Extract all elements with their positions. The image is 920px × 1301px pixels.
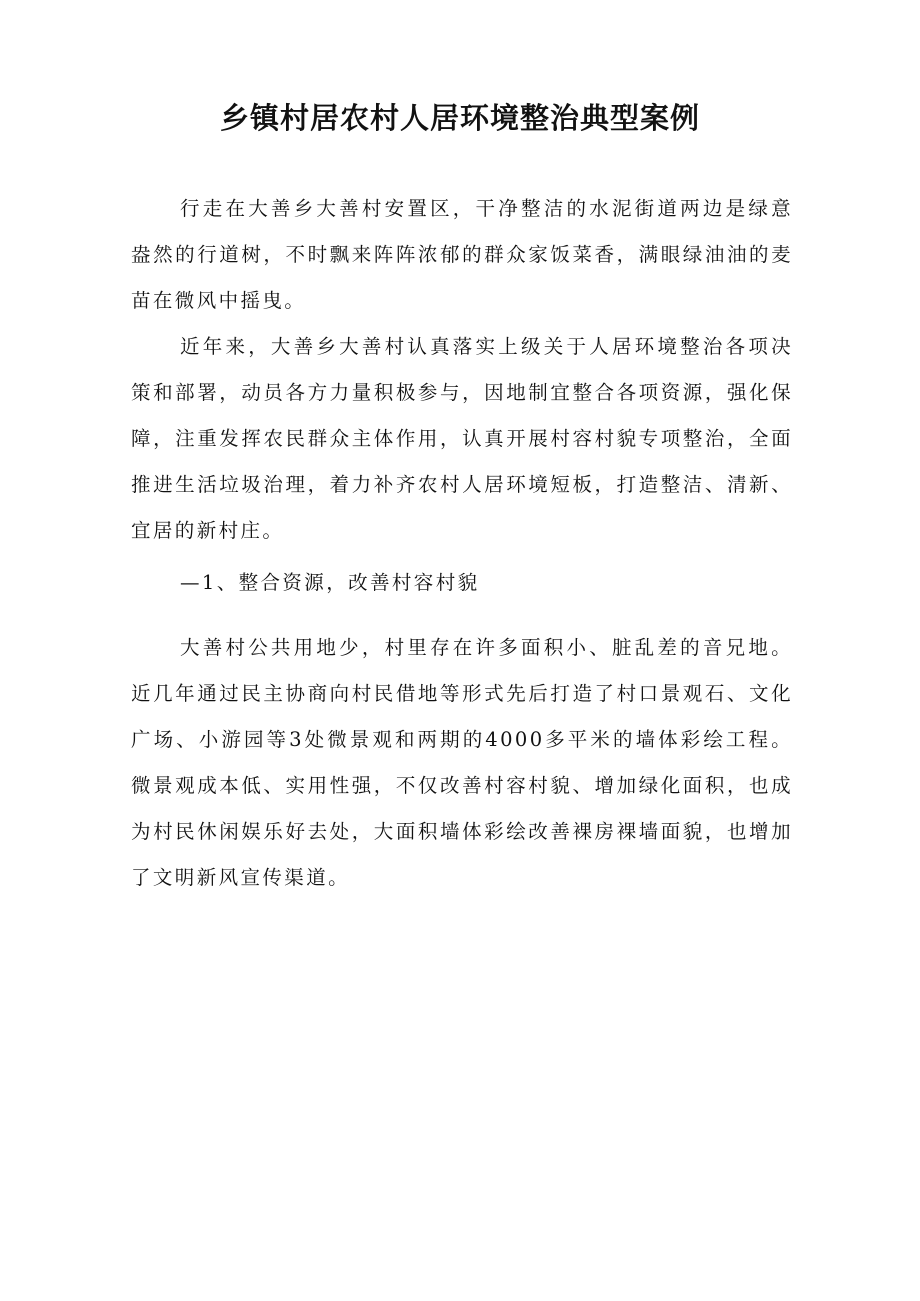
section-heading: —1、整合资源，改善村容村貌	[180, 571, 480, 594]
paragraph-overview: 近年来，大善乡大善村认真落实上级关于人居环境整治各项决策和部署，动员各方力量积极参与，因地制宜整合各项资源，强化保障，注重发挥农民群众主体作用，认真开展村容村貌专项整治，全面推进生活垃圾治理，着力补齐农村人居环境短板，打造整洁、清新、宜居的新村庄。	[131, 335, 793, 542]
paragraph-intro: 行走在大善乡大善村安置区，干净整洁的水泥街道两边是绿意盎然的行道树，不时飘来阵阵浓郁的群众家饭菜香，满眼绿油油的麦苗在微风中摇曳。	[131, 197, 793, 312]
paragraph-section-1: 大善村公共用地少，村里存在许多面积小、脏乱差的音兄地。近几年通过民主协商向村民借地等形式先后打造了村口景观石、文化广场、小游园等3处微景观和两期的4000多平米的墙体彩绘工程。微景观成本低、实用性强，不仅改善村容村貌、增加绿化面积，也成为村民休闲娱乐好去处，大面积墙体彩绘改善裸房裸墙面貌，也增加了文明新风宣传渠道。	[131, 636, 793, 889]
document-title: 乡镇村居农村人居环境整治典型案例	[219, 101, 700, 135]
